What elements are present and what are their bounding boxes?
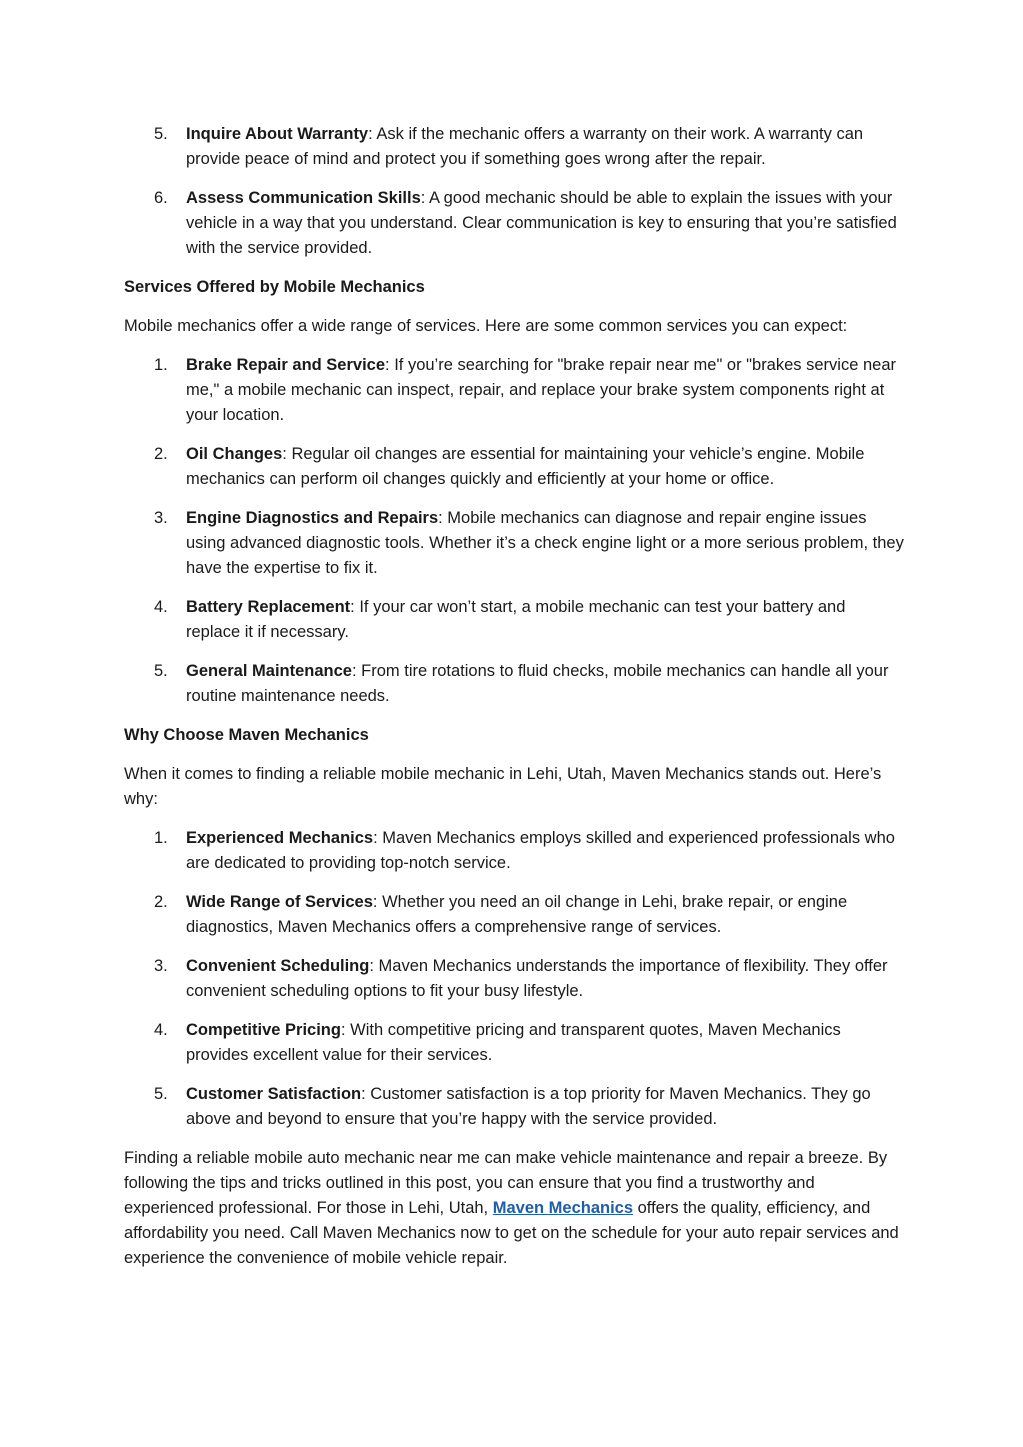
list-item [124,954,904,1004]
list-number: 1. [154,829,168,847]
conclusion-paragraph [124,1146,904,1271]
list-item-text: : Ask if the mechanic offers a warranty on their work. A warranty can provide peace of mind and protect you if something goes wrong after the repair. [186,125,864,168]
list-number: 5. [154,662,168,680]
list-item-text: : If you’re searching for "brake repair near me" or "brakes service near me," a mobile mechanic can inspect, repair, and replace your brake system components right at your location. [186,356,896,424]
document-page [124,122,904,1285]
why-list [124,826,904,1132]
list-number: 4. [154,598,168,616]
list-number: 3. [154,509,168,527]
list-item-term: Battery Replacement [186,598,351,616]
services-heading: Services Offered by Mobile Mechanics [124,278,425,296]
list-item-text: : If your car won’t start, a mobile mechanic can test your battery and replace it if necessary. [186,598,846,641]
list-number: 5. [154,125,168,143]
list-item-text: : With competitive pricing and transparent quotes, Maven Mechanics provides excellent value for their services. [186,1021,841,1064]
why-heading: Why Choose Maven Mechanics [124,726,369,744]
list-number: 2. [154,893,168,911]
list-item [124,595,904,645]
list-item-term: Competitive Pricing [186,1021,341,1039]
conclusion-text-before: Finding a reliable mobile auto mechanic near me can make vehicle maintenance and repair a breeze. By following the tips and tricks outlined in this post, you can ensure that you find a trustworthy and experienced professional. For those in Lehi, Utah, [124,1149,888,1217]
list-item [124,353,904,428]
list-item-term: General Maintenance [186,662,352,680]
list-item [124,442,904,492]
services-intro: Mobile mechanics offer a wide range of services. Here are some common services you can expect: [124,317,848,335]
list-item-text: : Customer satisfaction is a top priority for Maven Mechanics. They go above and beyond to ensure that you’re happy with the service provided. [186,1085,871,1128]
list-item-text: : Whether you need an oil change in Lehi, brake repair, or engine diagnostics, Maven Mechanics offers a comprehensive range of services. [186,893,848,936]
list-item-term: Oil Changes [186,445,283,463]
list-item [124,659,904,709]
list-item-term: Brake Repair and Service [186,356,386,374]
list-number: 6. [154,189,168,207]
list-item [124,506,904,581]
maven-mechanics-link[interactable]: Maven Mechanics [492,1199,634,1217]
services-list [124,353,904,709]
list-item-term: Engine Diagnostics and Repairs [186,509,439,527]
list-number: 2. [154,445,168,463]
list-item-text: : Regular oil changes are essential for maintaining your vehicle’s engine. Mobile mechanics can perform oil changes quickly and efficiently at your home or office. [186,445,865,488]
list-item-term: Convenient Scheduling [186,957,370,975]
list-item [124,1018,904,1068]
list-item [124,890,904,940]
tips-list-continued [124,122,904,261]
list-item-term: Wide Range of Services [186,893,373,911]
list-item-term: Customer Satisfaction [186,1085,362,1103]
list-number: 3. [154,957,168,975]
list-item [124,122,904,172]
list-item-term: Assess Communication Skills [186,189,421,207]
list-item-text: : Maven Mechanics employs skilled and experienced professionals who are dedicated to providing top-notch service. [186,829,895,872]
list-number: 1. [154,356,168,374]
list-item [124,186,904,261]
conclusion-text-after: offers the quality, efficiency, and affordability you need. Call Maven Mechanics now to get on the schedule for your auto repair services and experience the convenience of mobile vehicle repair. [124,1199,899,1267]
list-item-text: : A good mechanic should be able to explain the issues with your vehicle in a way that you understand. Clear communication is key to ensuring that you’re satisfied with the service provided. [186,189,897,257]
list-number: 5. [154,1085,168,1103]
list-item [124,826,904,876]
list-item [124,1082,904,1132]
list-item-term: Experienced Mechanics [186,829,374,847]
why-intro: When it comes to finding a reliable mobile mechanic in Lehi, Utah, Maven Mechanics stands out. Here’s why: [124,765,882,808]
list-item-text: : From tire rotations to fluid checks, mobile mechanics can handle all your routine maintenance needs. [186,662,889,705]
list-item-text: : Maven Mechanics understands the importance of flexibility. They offer convenient scheduling options to fit your busy lifestyle. [186,957,888,1000]
list-item-term: Inquire About Warranty [186,125,369,143]
list-number: 4. [154,1021,168,1039]
list-item-text: : Mobile mechanics can diagnose and repair engine issues using advanced diagnostic tools. Whether it’s a check engine light or a more serious problem, they have the expertise to fix it. [186,509,904,577]
